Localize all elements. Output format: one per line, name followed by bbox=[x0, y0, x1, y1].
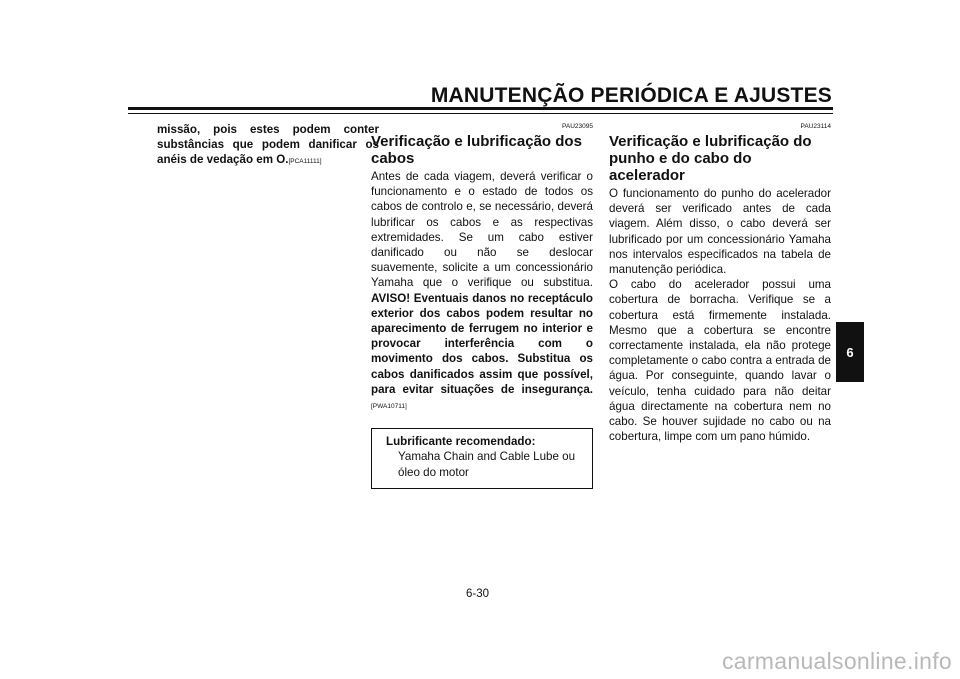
page-number: 6-30 bbox=[466, 588, 490, 600]
header-rule-thick bbox=[128, 107, 833, 110]
watermark: carmanualsonline.info bbox=[721, 648, 952, 674]
throttle-paragraph-1: O funcionamento do punho do acelerador deverá ser verificado antes de cada viagem. Além disso, o cabo deverá ser lubrificado por um concessionário Yamaha nos intervalos especificados na tabela de manutenção periódica. bbox=[609, 187, 831, 277]
caution-ref-code: [PCA11111] bbox=[288, 158, 322, 166]
section-code: PAU23114 bbox=[800, 123, 831, 130]
caution-text: missão, pois estes podem conter substâncias que podem danificar os anéis de vedação em O. bbox=[157, 123, 379, 167]
lubricant-value: Yamaha Chain and Cable Lube ou óleo do motor bbox=[398, 450, 576, 479]
warning-ref-code: [PWA10711] bbox=[371, 403, 407, 411]
page-header-title: MANUTENÇÃO PERIÓDICA E AJUSTES bbox=[430, 84, 832, 107]
section-heading-cables: Verificação e lubrificação dos cabos bbox=[371, 133, 582, 167]
cables-paragraph bbox=[371, 169, 593, 414]
chapter-tab: 6 bbox=[836, 322, 864, 382]
lubricant-box bbox=[371, 428, 593, 489]
header-rule-thin bbox=[128, 113, 833, 114]
throttle-paragraph-2: O cabo do acelerador possui uma cobertura de borracha. Verifique se a cobertura está firmemente instalada. Mesmo que a cobertura se encontre correctamente instalada, ela não protege completamente o cabo contra a entrada de água. Por conseguinte, quando lavar o veículo, tenha cuidado para não deitar água directamente na cobertura nem no cabo. Se houver sujidade no cabo ou na cobertura, limpe com um pano húmido. bbox=[609, 278, 831, 444]
caution-continuation bbox=[157, 122, 379, 170]
column-left bbox=[157, 122, 379, 170]
section-heading-throttle: Verificação e lubrificação do punho e do cabo do acelerador bbox=[609, 133, 812, 184]
lubricant-title: Lubrificante recomendado: bbox=[386, 435, 536, 449]
cables-warning-text: AVISO! Eventuais danos no receptáculo exterior dos cabos podem resultar no aparecimento de ferrugem no interior e provocar interferência com o movimento dos cabos. Substitua os cabos danificados assim que possível, para evitar situações de insegurança. bbox=[371, 291, 593, 396]
column-middle bbox=[371, 122, 593, 489]
column-right bbox=[609, 122, 831, 444]
section-code: PAU23095 bbox=[562, 123, 593, 130]
cables-body-text: Antes de cada viagem, deverá verificar o funcionamento e o estado de todos os cabos de controlo e, se necessário, deverá lubrificar os cabos e as respectivas extremidades. Se um cabo estiver danificado ou não se deslocar suavemente, solicite a um concessionário Yamaha que o verifique ou substitua. bbox=[371, 170, 593, 290]
